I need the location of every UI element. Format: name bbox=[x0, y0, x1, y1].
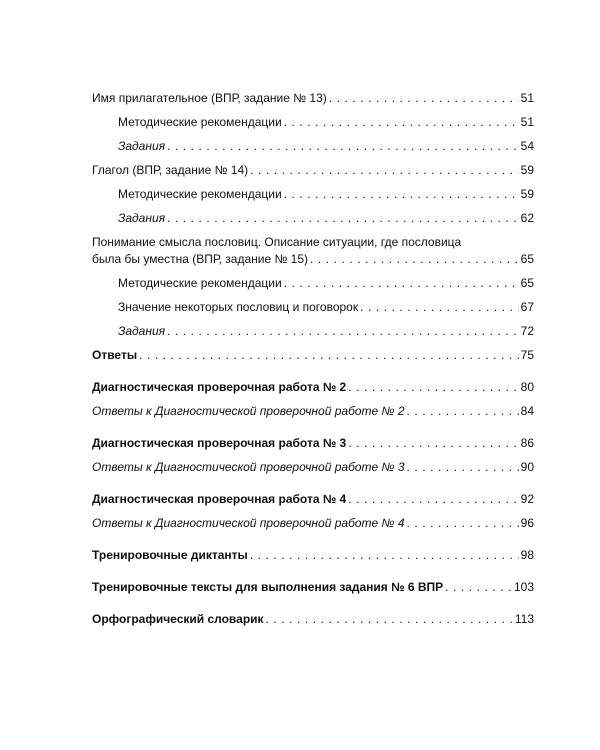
toc-entry-title: Ответы к Диагностической проверочной работе № 2 bbox=[92, 404, 405, 418]
toc-entry-page: 96 bbox=[520, 516, 534, 530]
toc-leader-dots bbox=[167, 139, 519, 154]
toc-entry-adjective-tasks bbox=[92, 139, 534, 154]
toc-entry-page: 90 bbox=[520, 460, 534, 474]
toc-entry-page: 62 bbox=[520, 211, 534, 225]
toc-entry-page: 75 bbox=[520, 348, 534, 362]
toc-entry-title: Диагностическая проверочная работа № 4 bbox=[92, 492, 347, 506]
toc-entry-diagnostic-4-answers bbox=[92, 516, 534, 531]
toc-entry-page: 59 bbox=[520, 187, 534, 201]
toc-entry-verb-tasks bbox=[92, 211, 534, 226]
toc-entry-page: 113 bbox=[514, 612, 534, 626]
toc-entry-dictations bbox=[92, 548, 534, 563]
toc-entry-page: 92 bbox=[520, 492, 534, 506]
toc-entry-page: 67 bbox=[520, 300, 534, 314]
toc-entry-page: 65 bbox=[520, 252, 534, 266]
toc-entry-page: 86 bbox=[520, 436, 534, 450]
toc-leader-dots bbox=[284, 276, 519, 291]
toc-leader-dots bbox=[167, 324, 519, 339]
toc-entry-title: Орфографический словарик bbox=[92, 612, 264, 626]
toc-entry-page: 65 bbox=[520, 276, 534, 290]
toc-entry-adjective-methods bbox=[92, 115, 534, 130]
toc-entry-title: Методические рекомендации bbox=[118, 276, 282, 290]
toc-entry-training-texts bbox=[92, 580, 534, 595]
toc-leader-dots bbox=[407, 460, 519, 475]
toc-entry-title: Диагностическая проверочная работа № 2 bbox=[92, 380, 347, 394]
toc-entry-title-line1: Понимание смысла пословиц. Описание ситуации, где пословица bbox=[92, 235, 462, 249]
toc-leader-dots bbox=[310, 252, 519, 267]
toc-entry-proverbs-tasks bbox=[92, 324, 534, 339]
toc-leader-dots bbox=[250, 548, 519, 563]
toc-entry-title: Тренировочные тексты для выполнения задания № 6 ВПР bbox=[92, 580, 444, 594]
toc-leader-dots bbox=[266, 612, 513, 627]
toc-leader-dots bbox=[348, 380, 518, 395]
toc-entry-title: была бы уместна (ВПР, задание № 15) bbox=[92, 252, 309, 266]
toc-entry-adjective bbox=[92, 91, 534, 106]
toc-leader-dots bbox=[250, 163, 519, 178]
toc-entry-title: Тренировочные диктанты bbox=[92, 548, 248, 562]
toc-entry-title: Задания bbox=[118, 324, 166, 338]
toc-entry-diagnostic-2 bbox=[92, 380, 534, 395]
toc-entry-page: 51 bbox=[520, 91, 534, 105]
toc-entry-page: 80 bbox=[520, 380, 534, 394]
toc-entry-diagnostic-3-answers bbox=[92, 460, 534, 475]
toc-entry-proverbs-meaning bbox=[92, 300, 534, 315]
toc-entry-title: Методические рекомендации bbox=[118, 187, 282, 201]
toc-entry-title: Задания bbox=[118, 211, 166, 225]
toc-entry-page: 72 bbox=[520, 324, 534, 338]
toc-leader-dots bbox=[348, 436, 518, 451]
toc-entry-page: 54 bbox=[520, 139, 534, 153]
toc-entry-proverbs bbox=[92, 235, 534, 267]
toc-leader-dots bbox=[284, 115, 519, 130]
toc-entry-title: Глагол (ВПР, задание № 14) bbox=[92, 163, 249, 177]
toc-leader-dots bbox=[348, 492, 518, 507]
toc-entry-diagnostic-3 bbox=[92, 436, 534, 451]
toc-entry-title: Диагностическая проверочная работа № 3 bbox=[92, 436, 347, 450]
toc-leader-dots bbox=[445, 580, 512, 595]
toc-entry-dictionary bbox=[92, 612, 534, 627]
toc-entry-title: Ответы bbox=[92, 348, 138, 362]
toc-leader-dots bbox=[329, 91, 519, 106]
toc-entry-page: 98 bbox=[520, 548, 534, 562]
toc-entry-page: 59 bbox=[520, 163, 534, 177]
toc-entry-verb-methods bbox=[92, 187, 534, 202]
toc-entry-title: Имя прилагательное (ВПР, задание № 13) bbox=[92, 91, 327, 105]
toc-entry-answers bbox=[92, 348, 534, 363]
table-of-contents bbox=[92, 91, 534, 627]
toc-entry-page: 103 bbox=[513, 580, 534, 594]
toc-entry-page: 84 bbox=[520, 404, 534, 418]
toc-entry-title: Ответы к Диагностической проверочной работе № 4 bbox=[92, 516, 405, 530]
toc-leader-dots bbox=[139, 348, 519, 363]
toc-entry-diagnostic-2-answers bbox=[92, 404, 534, 419]
toc-entry-title: Задания bbox=[118, 139, 166, 153]
toc-entry-title: Значение некоторых пословиц и поговорок bbox=[118, 300, 359, 314]
toc-leader-dots bbox=[407, 516, 519, 531]
toc-entry-page: 51 bbox=[520, 115, 534, 129]
toc-entry-verb bbox=[92, 163, 534, 178]
toc-entry-proverbs-methods bbox=[92, 276, 534, 291]
toc-entry-title: Ответы к Диагностической проверочной работе № 3 bbox=[92, 460, 405, 474]
toc-leader-dots bbox=[360, 300, 519, 315]
toc-entry-proverbs-line2 bbox=[92, 252, 534, 267]
toc-entry-title: Методические рекомендации bbox=[118, 115, 282, 129]
toc-leader-dots bbox=[284, 187, 519, 202]
toc-leader-dots bbox=[167, 211, 519, 226]
toc-entry-diagnostic-4 bbox=[92, 492, 534, 507]
toc-leader-dots bbox=[407, 404, 519, 419]
